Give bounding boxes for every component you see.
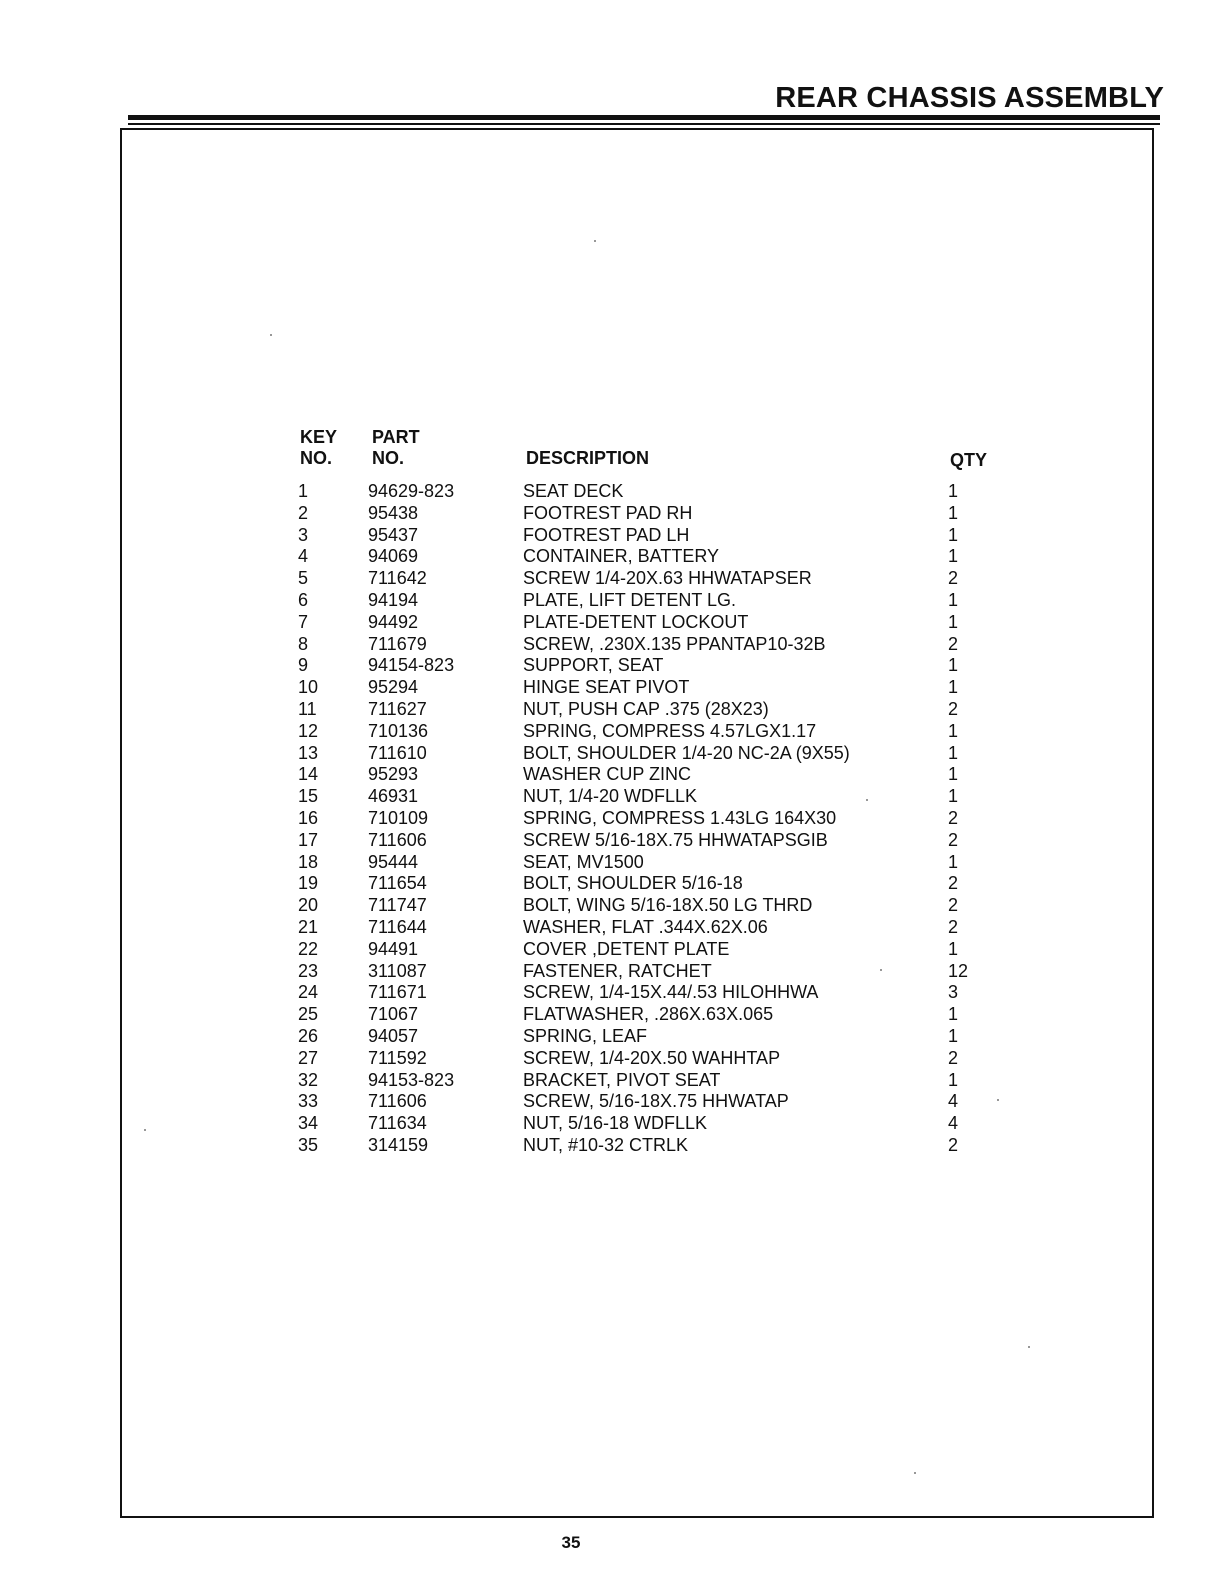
- row-key-no: 25: [298, 1004, 319, 1025]
- row-part-no: 94057: [368, 1025, 419, 1046]
- row-part-no: 710136: [368, 720, 429, 741]
- header-key-line2: NO.: [300, 448, 333, 468]
- row-description: WASHER CUP ZINC: [523, 764, 692, 785]
- table-row: [298, 895, 1018, 917]
- row-description: PLATE, LIFT DETENT LG.: [523, 589, 737, 610]
- row-qty: 1: [948, 1004, 959, 1025]
- row-description: BOLT, WING 5/16-18X.50 LG THRD: [523, 895, 813, 916]
- row-part-no: 711606: [368, 829, 427, 850]
- row-part-no: 94629-823: [368, 481, 455, 501]
- table-row: [298, 655, 1018, 677]
- table-row: [298, 873, 1018, 895]
- row-part-no: 95438: [368, 502, 419, 523]
- row-part-no: 94154-823: [368, 655, 455, 676]
- row-description: SEAT, MV1500: [523, 851, 644, 872]
- title-rule-thin: [128, 123, 1160, 125]
- row-description: SCREW 5/16-18X.75 HHWATAPSGIB: [523, 829, 828, 850]
- row-description: BOLT, SHOULDER 5/16-18: [523, 873, 743, 894]
- row-qty: 1: [948, 1069, 959, 1090]
- row-key-no: 35: [298, 1134, 319, 1155]
- row-qty: 1: [948, 1025, 959, 1046]
- row-part-no: 711610: [368, 742, 427, 763]
- table-row: [298, 546, 1018, 568]
- row-description: SUPPORT, SEAT: [523, 655, 664, 676]
- table-row: [298, 1113, 1018, 1135]
- header-part-line1: PART: [372, 427, 420, 447]
- row-qty: 1: [948, 611, 959, 632]
- row-key-no: 3: [298, 524, 309, 545]
- row-qty: 2: [948, 807, 959, 828]
- row-qty: 1: [948, 481, 959, 501]
- table-row: [298, 1135, 1018, 1157]
- header-description: DESCRIPTION: [526, 448, 650, 468]
- row-qty: 1: [948, 720, 959, 741]
- row-key-no: 32: [298, 1069, 319, 1090]
- row-description: PLATE-DETENT LOCKOUT: [523, 611, 749, 632]
- row-qty: 3: [948, 982, 959, 1003]
- row-part-no: 94491: [368, 938, 419, 959]
- row-key-no: 15: [298, 786, 319, 807]
- row-part-no: 711747: [368, 895, 427, 916]
- row-key-no: 14: [298, 764, 319, 785]
- row-description: HINGE SEAT PIVOT: [523, 677, 690, 698]
- row-part-no: 711642: [368, 568, 427, 589]
- table-row: [298, 1091, 1018, 1113]
- scan-speck: [144, 1129, 146, 1131]
- row-part-no: 95437: [368, 524, 419, 545]
- row-part-no: 314159: [368, 1134, 429, 1155]
- table-row: [298, 852, 1018, 874]
- row-description: SCREW, 1/4-15X.44/.53 HILOHHWA: [523, 982, 819, 1003]
- row-qty: 1: [948, 524, 959, 545]
- row-description: COVER ,DETENT PLATE: [523, 938, 730, 959]
- row-key-no: 26: [298, 1025, 319, 1046]
- row-key-no: 16: [298, 807, 319, 828]
- row-description: CONTAINER, BATTERY: [523, 546, 720, 567]
- row-qty: 1: [948, 502, 959, 523]
- row-key-no: 24: [298, 982, 319, 1003]
- row-part-no: 711679: [368, 633, 427, 654]
- row-qty: 1: [948, 851, 959, 872]
- row-part-no: 95294: [368, 677, 419, 698]
- row-key-no: 11: [298, 698, 317, 719]
- row-key-no: 21: [298, 916, 319, 937]
- table-row: [298, 830, 1018, 852]
- row-key-no: 17: [298, 829, 319, 850]
- page-title: REAR CHASSIS ASSEMBLY: [775, 82, 1164, 114]
- row-description: SCREW, 5/16-18X.75 HHWATAP: [523, 1091, 789, 1112]
- row-part-no: 711644: [368, 916, 427, 937]
- scan-speck: [1028, 1346, 1030, 1348]
- row-qty: 1: [948, 742, 959, 763]
- row-part-no: 711627: [368, 698, 427, 719]
- row-part-no: 94194: [368, 589, 419, 610]
- table-row: [298, 721, 1018, 743]
- row-description: FOOTREST PAD RH: [523, 502, 693, 523]
- header-qty: QTY: [950, 450, 988, 470]
- table-row: [298, 503, 1018, 525]
- scan-speck: [880, 969, 882, 971]
- row-key-no: 34: [298, 1113, 319, 1134]
- scan-speck: [594, 240, 596, 242]
- row-description: SPRING, COMPRESS 1.43LG 164X30: [523, 807, 837, 828]
- row-description: SEAT DECK: [523, 481, 624, 501]
- table-row: [298, 590, 1018, 612]
- scan-speck: [270, 334, 272, 336]
- table-row: [298, 786, 1018, 808]
- row-description: FOOTREST PAD LH: [523, 524, 690, 545]
- scan-speck: [866, 799, 868, 801]
- row-part-no: 46931: [368, 786, 419, 807]
- row-key-no: 22: [298, 938, 319, 959]
- row-key-no: 1: [298, 481, 309, 501]
- table-row: [298, 1048, 1018, 1070]
- row-part-no: 95293: [368, 764, 419, 785]
- table-row: [298, 917, 1018, 939]
- row-key-no: 19: [298, 873, 319, 894]
- header-part-line2: NO.: [372, 448, 405, 468]
- row-qty: 2: [948, 633, 959, 654]
- row-part-no: 711671: [368, 982, 427, 1003]
- row-key-no: 6: [298, 589, 309, 610]
- row-qty: 2: [948, 895, 959, 916]
- row-part-no: 710109: [368, 807, 429, 828]
- row-key-no: 23: [298, 960, 319, 981]
- row-part-no: 94492: [368, 611, 419, 632]
- row-part-no: 311087: [368, 960, 427, 981]
- row-key-no: 5: [298, 568, 309, 589]
- row-qty: 2: [948, 568, 959, 589]
- table-row: [298, 1004, 1018, 1026]
- title-rule-thick: [128, 115, 1160, 120]
- row-key-no: 2: [298, 502, 309, 523]
- row-description: BRACKET, PIVOT SEAT: [523, 1069, 721, 1090]
- row-part-no: 95444: [368, 851, 419, 872]
- row-part-no: 711592: [368, 1047, 427, 1068]
- row-key-no: 20: [298, 895, 319, 916]
- table-row: [298, 677, 1018, 699]
- row-description: SCREW 1/4-20X.63 HHWATAPSER: [523, 568, 812, 589]
- row-part-no: 711634: [368, 1113, 427, 1134]
- table-row: [298, 699, 1018, 721]
- row-description: WASHER, FLAT .344X.62X.06: [523, 916, 768, 937]
- table-row: [298, 568, 1018, 590]
- row-key-no: 9: [298, 655, 309, 676]
- row-part-no: 94153-823: [368, 1069, 455, 1090]
- scan-speck: [997, 1099, 999, 1101]
- table-row: [298, 808, 1018, 830]
- page-number: 35: [561, 1533, 581, 1552]
- row-qty: 2: [948, 873, 959, 894]
- table-row: [298, 961, 1018, 983]
- row-key-no: 27: [298, 1047, 319, 1068]
- parts-rows: [298, 481, 1018, 1157]
- table-row: [298, 982, 1018, 1004]
- header-key-no: [300, 427, 337, 469]
- row-key-no: 13: [298, 742, 319, 763]
- row-description: NUT, PUSH CAP .375 (28X23): [523, 698, 769, 719]
- row-description: SCREW, .230X.135 PPANTAP10-32B: [523, 633, 826, 654]
- row-key-no: 10: [298, 677, 319, 698]
- row-key-no: 12: [298, 720, 319, 741]
- row-key-no: 33: [298, 1091, 319, 1112]
- row-qty: 4: [948, 1113, 959, 1134]
- row-qty: 1: [948, 938, 959, 959]
- row-qty: 1: [948, 655, 959, 676]
- row-key-no: 4: [298, 546, 309, 567]
- row-qty: 4: [948, 1091, 959, 1112]
- table-row: [298, 1070, 1018, 1092]
- row-qty: 1: [948, 589, 959, 610]
- table-row: [298, 1026, 1018, 1048]
- row-qty: 1: [948, 677, 959, 698]
- row-qty: 1: [948, 546, 959, 567]
- row-qty: 12: [948, 960, 969, 981]
- row-description: SPRING, COMPRESS 4.57LGX1.17: [523, 720, 817, 741]
- row-qty: 2: [948, 829, 959, 850]
- row-key-no: 18: [298, 851, 319, 872]
- table-row: [298, 743, 1018, 765]
- table-row: [298, 481, 1018, 503]
- scan-speck: [914, 1472, 916, 1474]
- table-row: [298, 634, 1018, 656]
- row-description: SCREW, 1/4-20X.50 WAHHTAP: [523, 1047, 781, 1068]
- row-key-no: 7: [298, 611, 309, 632]
- row-qty: 1: [948, 786, 959, 807]
- row-description: NUT, 1/4-20 WDFLLK: [523, 786, 698, 807]
- header-part-no: [372, 427, 420, 469]
- row-part-no: 711654: [368, 873, 427, 894]
- row-description: NUT, #10-32 CTRLK: [523, 1134, 689, 1155]
- row-part-no: 94069: [368, 546, 419, 567]
- table-row: [298, 764, 1018, 786]
- row-qty: 2: [948, 916, 959, 937]
- header-key-line1: KEY: [300, 427, 338, 447]
- table-row: [298, 525, 1018, 547]
- row-description: FASTENER, RATCHET: [523, 960, 712, 981]
- row-part-no: 711606: [368, 1091, 427, 1112]
- table-row: [298, 612, 1018, 634]
- row-description: BOLT, SHOULDER 1/4-20 NC-2A (9X55): [523, 742, 850, 763]
- row-qty: 2: [948, 1047, 959, 1068]
- row-description: NUT, 5/16-18 WDFLLK: [523, 1113, 708, 1134]
- row-qty: 2: [948, 1134, 959, 1155]
- row-key-no: 8: [298, 633, 309, 654]
- row-qty: 1: [948, 764, 959, 785]
- row-qty: 2: [948, 698, 959, 719]
- row-part-no: 71067: [368, 1004, 419, 1025]
- row-description: FLATWASHER, .286X.63X.065: [523, 1004, 774, 1025]
- table-row: [298, 939, 1018, 961]
- row-description: SPRING, LEAF: [523, 1025, 648, 1046]
